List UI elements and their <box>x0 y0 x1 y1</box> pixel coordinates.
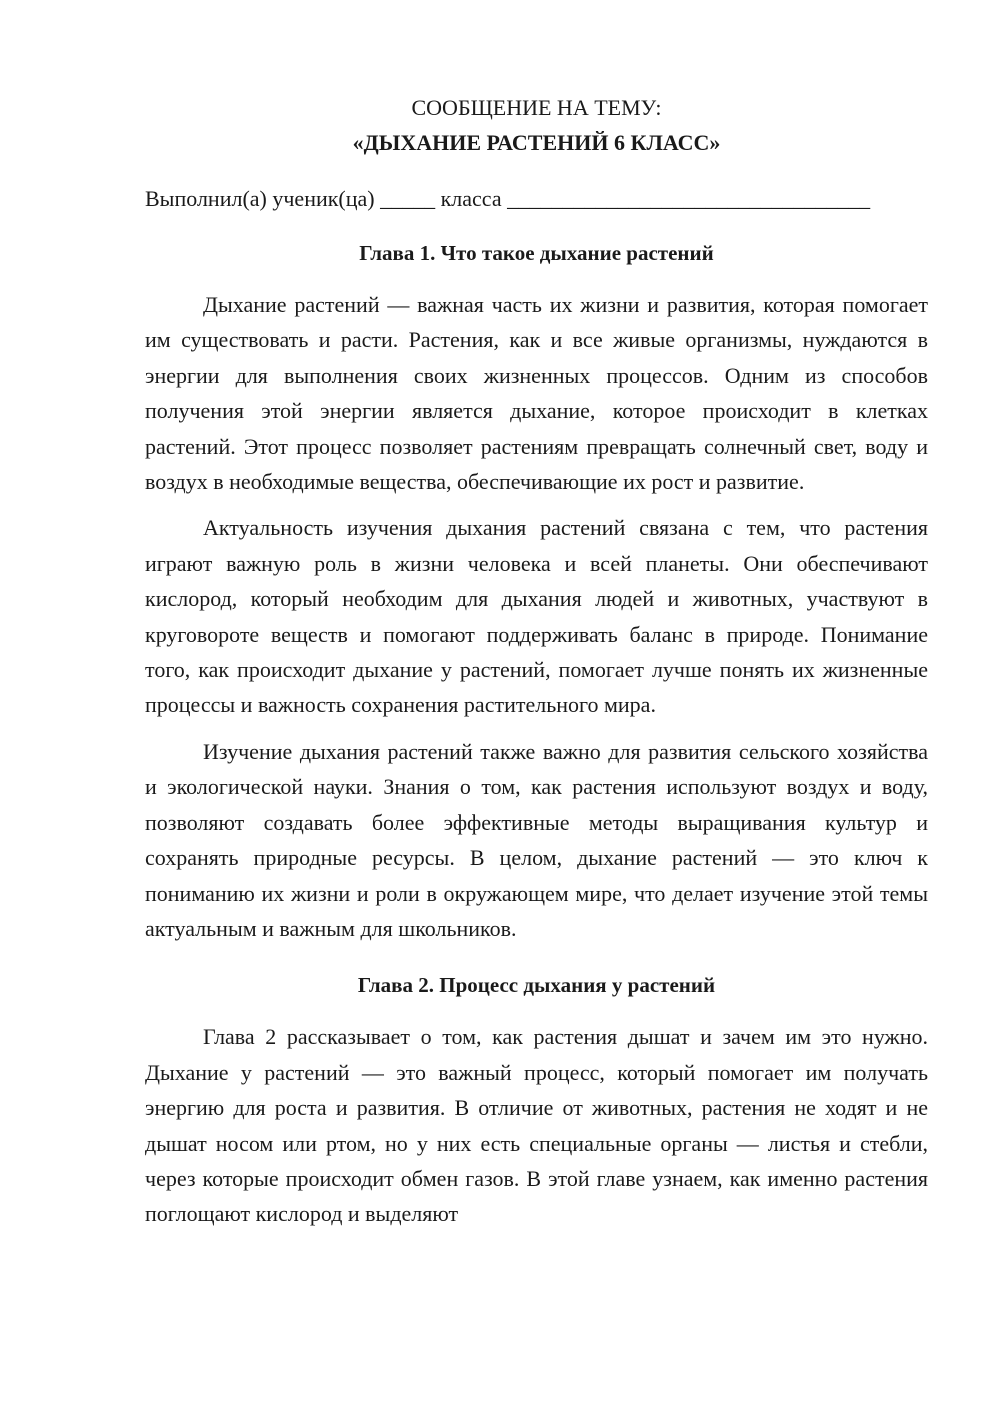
chapter-1-paragraph-3: Изучение дыхания растений также важно для развития сельского хозяйства и экологической науки. Знания о том, как растения используют воздух и воду, позволяют создавать более эффективные методы выращивания культур и сохранять природные ресурсы. В целом, дыхание растений — это ключ к пониманию их жизни и роли в окружающем мире, что делает изучение этой темы актуальным и важным для школьников. <box>145 738 928 941</box>
chapter-1-paragraph-1: Дыхание растений — важная часть их жизни и развития, которая помогает им существовать и расти. Растения, как и все живые организмы, нуждаются в энергии для выполнения своих жизненных процессов. Одним из способов получения этой энергии является дыхание, которое происходит в клетках растений. Этот процесс позволяет растениям превращать солнечный свет, воду и воздух в необходимые вещества, обеспечивающие их рост и развитие. <box>145 292 928 495</box>
author-line: Выполнил(а) ученик(ца) _____ класса _________________________________ <box>145 186 871 211</box>
chapter-1-paragraph-2: Актуальность изучения дыхания растений связана с тем, что растения играют важную роль в жизни человека и всей планеты. Они обеспечивают кислород, который необходим для дыхания людей и животных, участвуют в круговороте веществ и помогают поддерживать баланс в природе. Понимание того, как происходит дыхание у растений, помогает лучше понять их жизненные процессы и важность сохранения растительного мира. <box>145 515 928 718</box>
document-page <box>145 90 928 1232</box>
document-title-line-1: СООБЩЕНИЕ НА ТЕМУ: <box>411 95 662 120</box>
chapter-1-heading: Глава 1. Что такое дыхание растений <box>359 241 714 265</box>
document-title-line-2: «ДЫХАНИЕ РАСТЕНИЙ 6 КЛАСС» <box>352 130 721 155</box>
chapter-2-paragraph-1: Глава 2 рассказывает о том, как растения дышат и зачем им это нужно. Дыхание у растений — это важный процесс, который помогает им получать энергию для роста и развития. В отличие от животных, растения не ходят и не дышат носом или ртом, но у них есть специальные органы — листья и стебли, через которые происходит обмен газов. В этой главе узнаем, как именно растения поглощают кислород и выделяют <box>145 1024 928 1227</box>
chapter-2-heading: Глава 2. Процесс дыхания у растений <box>357 973 716 998</box>
